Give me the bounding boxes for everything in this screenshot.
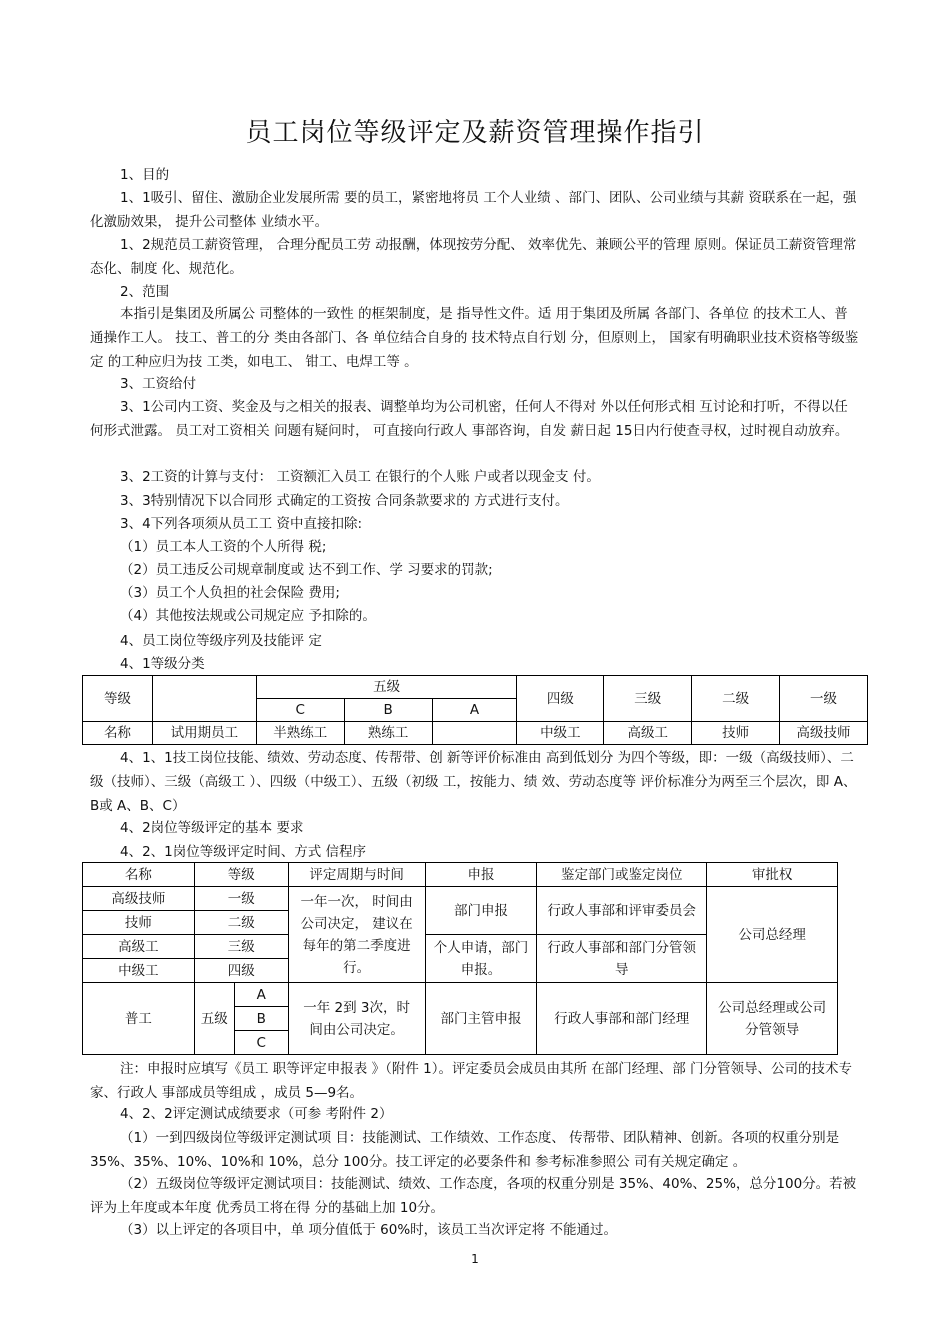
table-cell: A (234, 983, 288, 1007)
table-cell: 行政人事部和评审委员会 (537, 887, 707, 935)
table-cell: 个人申请，部门申报。 (425, 935, 537, 983)
paragraph: 3、1公司内工资、奖金及与之相关的报表、调整单均为公司机密，任何人不得对 外以任何形式相 互讨论和打听，不得以任何形式泄露。 员工对工资相关 问题有疑问时， 可直接向行政人 事部咨询，自发 薪日起 15日内行使查寻权，过时视自动放弃。 (90, 399, 849, 439)
table-cell: 部门主管申报 (425, 983, 537, 1055)
section-heading-grades: 4、员工岗位等级序列及技能评 定 (120, 633, 322, 649)
paragraph: 1、1吸引、留住、激励企业发展所需 要的员工，紧密地将员 工个人业绩 、部门、团队、公司业绩与其薪 资联系在一起，强化激励效果， 提升公司整体 业绩水平。 (90, 190, 857, 230)
list-item: （2）员工违反公司规章制度或 达不到工作、学 习要求的罚款; (120, 562, 493, 578)
table-cell: 试用期员工 (152, 722, 256, 745)
paragraph: （3）以上评定的各项目中，单 项分值低于 60%时，该员工当次评定将 不能通过。 (120, 1222, 617, 1238)
table-cell: 部门申报 (425, 887, 537, 935)
table-header-cell: C (256, 699, 344, 722)
table-cell: 高级技师 (83, 887, 195, 911)
paragraph: （2）五级岗位等级评定测试项目：技能测试、绩效、工作态度，各项的权重分别是 35%、40%、25%，总分100分。若被评为上年度或本年度 优秀员工将在得 分的基础上加 10分。 (90, 1176, 857, 1216)
note-paragraph: 注：申报时应填写《员工 职等评定申报表 》（附件 1）。评定委员会成员由其所 在部门经理、部 门分管领导、公司的技术专家、行政人 事部成员等组成 ，成员 5—9名。 (90, 1061, 853, 1101)
table-cell: 高级技师 (780, 722, 868, 745)
table-cell: 中级工 (517, 722, 604, 745)
table-header-cell: 审批权 (707, 863, 838, 887)
list-item: （3）员工个人负担的社会保险 费用; (120, 585, 340, 601)
subsection-heading: 4、1等级分类 (120, 656, 205, 672)
table-cell: 熟练工 (344, 722, 432, 745)
table-cell: 名称 (83, 722, 153, 745)
paragraph: 1、2规范员工薪资管理， 合理分配员工劳 动报酬，体现按劳分配、 效率优先、兼顾公平的管理 原则。保证员工薪资管理常态化、制度 化、规范化。 (90, 237, 857, 277)
table-header-cell: 一级 (780, 676, 868, 722)
table-cell: B (234, 1007, 288, 1031)
paragraph: 3、2工资的计算与支付： 工资额汇入员工 在银行的个人账 户或者以现金支 付。 (120, 469, 600, 485)
section-heading-payment: 3、工资给付 (120, 376, 197, 392)
table-header-cell: 评定周期与时间 (288, 863, 425, 887)
table-header-cell: 三级 (604, 676, 692, 722)
table-header-cell: A (432, 699, 517, 722)
table-cell: 一级 (194, 887, 288, 911)
table-cell: 三级 (194, 935, 288, 959)
paragraph: 3、3特别情况下以合同形 式确定的工资按 合同条款要求的 方式进行支付。 (120, 493, 569, 509)
paragraph: （1）一到四级岗位等级评定测试项 目：技能测试、工作绩效、工作态度、 传帮带、团队精神、创新。各项的权重分别是 35%、35%、10%、10%和 10%，总分 100分。技工评定的必要条件和 参考标准参照公 司有关规定确定 。 (90, 1130, 840, 1170)
table-cell: 行政人事部和部门分管领导 (537, 935, 707, 983)
table-header-cell: 四级 (517, 676, 604, 722)
table-header-cell: 申报 (425, 863, 537, 887)
table-header-cell: 等级 (83, 676, 153, 722)
page-number: 1 (471, 1252, 479, 1266)
table-cell: 四级 (194, 959, 288, 983)
table-cell: 一年 2到 3次，时间由公司决定。 (288, 983, 425, 1055)
table-header-cell: 鉴定部门或鉴定岗位 (537, 863, 707, 887)
section-heading-scope: 2、范围 (120, 284, 170, 300)
table-cell: 五级 (194, 983, 234, 1055)
paragraph: 3、4下列各项须从员工工 资中直接扣除: (120, 516, 363, 532)
table-cell (432, 722, 517, 745)
table-cell: 公司总经理 (707, 887, 838, 983)
subsection-heading: 4、2岗位等级评定的基本 要求 (120, 820, 304, 836)
table-cell: 二级 (194, 911, 288, 935)
list-item: （1）员工本人工资的个人所得 税; (120, 539, 327, 555)
table-cell: 中级工 (83, 959, 195, 983)
table-cell: 公司总经理或公司分管领导 (707, 983, 838, 1055)
subsection-heading: 4、2、1岗位等级评定时间、方式 信程序 (120, 844, 367, 860)
table-header-cell: B (344, 699, 432, 722)
table-cell: 技师 (692, 722, 780, 745)
table-header-cell: 名称 (83, 863, 195, 887)
page-title: 员工岗位等级评定及薪资管理操作指引 (245, 118, 705, 148)
table-cell: 技师 (83, 911, 195, 935)
table-cell: 行政人事部和部门经理 (537, 983, 707, 1055)
paragraph: 4、1、1技工岗位技能、绩效、劳动态度、传帮带、创 新等评价标准由 高到低划分 为四个等级，即：一级（高级技师）、二级（技师）、三级（高级工 ）、四级（中级工）、五级（初级 工，按能力、绩 效、劳动态度等 评价标准分为两至三个层次，即 A、B或 A、B、C） (90, 750, 857, 814)
table-cell: 普工 (83, 983, 195, 1055)
table-cell: 高级工 (604, 722, 692, 745)
table-header-cell: 等级 (194, 863, 288, 887)
list-item: （4）其他按法规或公司规定应 予扣除的。 (120, 608, 376, 624)
paragraph: 本指引是集团及所属公 司整体的一致性 的框架制度，是 指导性文件。适 用于集团及所属 各部门、各单位 的技术工人、普通操作工人。 技工、普工的分 类由各部门、各 单位结合自身的 技术特点自行划 分，但原则上， 国家有明确职业技术资格等级鉴定 的工种应归为技 工类，如电工、 钳工、电焊工等 。 (90, 306, 859, 370)
table-cell: 一年一次， 时间由公司决定， 建议在每年的第二季度进行。 (288, 887, 425, 983)
table-cell: C (234, 1031, 288, 1055)
table-cell: 半熟练工 (256, 722, 344, 745)
table-cell: 高级工 (83, 935, 195, 959)
evaluation-procedure-table (82, 862, 838, 1055)
section-heading-purpose: 1、目的 (120, 167, 170, 183)
table-cell (152, 676, 256, 722)
subsection-heading: 4、2、2评定测试成绩要求（可参 考附件 2） (120, 1106, 393, 1122)
grade-classification-table (82, 675, 868, 745)
table-header-cell: 二级 (692, 676, 780, 722)
table-header-cell: 五级 (256, 676, 517, 699)
